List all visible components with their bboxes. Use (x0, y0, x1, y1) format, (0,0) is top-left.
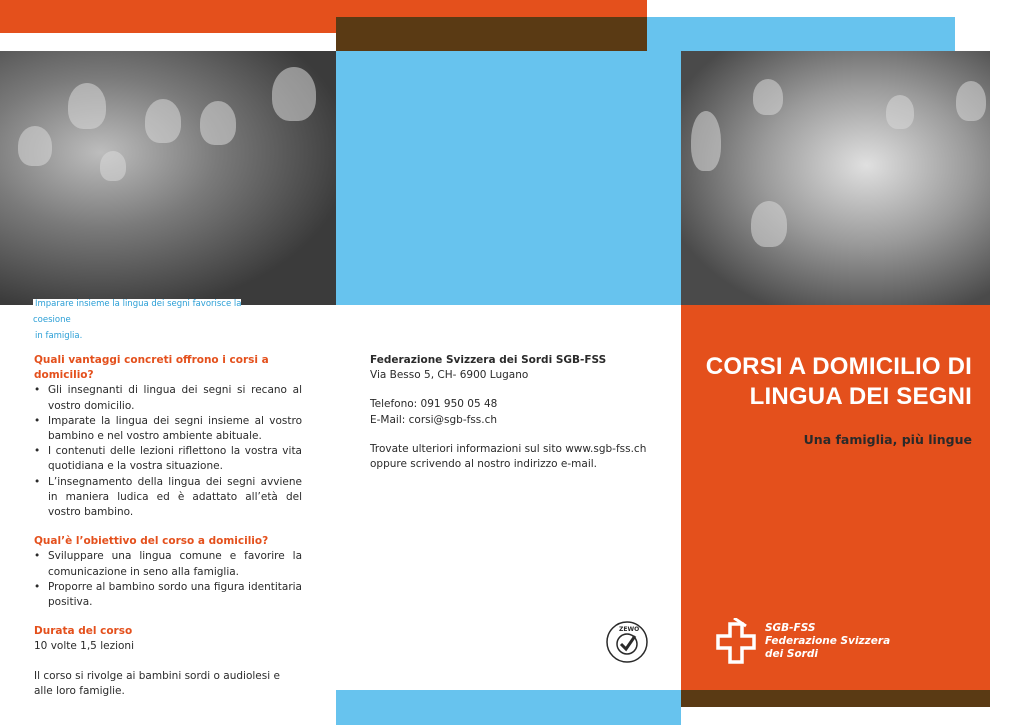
benefits-column (34, 353, 302, 699)
blue-panel-center (336, 51, 681, 305)
goals-list (34, 549, 302, 610)
list-item: • Gli insegnanti di lingua dei segni si recano al vostro domicilio. (34, 383, 302, 413)
section-goal-title: Qual’è l’obiettivo del corso a domicilio? (34, 535, 269, 548)
photo-caption (33, 296, 263, 344)
benefits-list (34, 383, 302, 520)
cover-title (700, 352, 972, 412)
section-duration-title: Durata del corso (34, 625, 133, 638)
duration-text: 10 volte 1,5 lezioni (34, 640, 135, 653)
family-photo (0, 51, 336, 305)
section-benefits-title: Quali vantaggi concreti offrono i corsi a domicilio? (34, 354, 269, 382)
caption-line-2: in famiglia. (35, 331, 83, 341)
blue-band-top-right (647, 17, 955, 51)
contact-info-line-2: oppure scrivendo al nostro indirizzo e-mail. (370, 458, 597, 471)
cover-title-line-1: CORSI A DOMICILIO DI (705, 353, 972, 380)
brown-band-top (336, 17, 647, 51)
logo-line-2: Federazione Svizzera (765, 635, 891, 647)
org-logo-text (765, 622, 965, 661)
cover-title-line-2: LINGUA DEI SEGNI (749, 383, 972, 410)
contact-block (370, 353, 650, 472)
logo-line-3: dei Sordi (765, 648, 818, 660)
contact-address: Via Besso 5, CH- 6900 Lugano (370, 369, 529, 382)
list-item: • L’insegnamento della lingua dei segni avviene in maniera ludica ed è adattato all’età del vostro bambino. (34, 475, 302, 521)
contact-email[interactable]: E-Mail: corsi@sgb-fss.ch (370, 413, 498, 426)
caption-line-1: Imparare insieme la lingua dei segni favorisce la coesione (33, 299, 242, 325)
list-item: • Imparate la lingua dei segni insieme al vostro bambino e nel vostro ambiente abituale. (34, 414, 302, 444)
list-item: • Proporre al bambino sordo una figura identitaria positiva. (34, 580, 302, 610)
contact-info-line-1: Trovate ulteriori informazioni sul sito www.sgb-fss.ch (370, 442, 647, 455)
class-photo (681, 51, 990, 305)
cover-subtitle: Una famiglia, più lingue (803, 432, 972, 447)
list-item: • Sviluppare una lingua comune e favorire la comunicazione in seno alla famiglia. (34, 549, 302, 579)
logo-line-1: SGB-FSS (765, 622, 816, 634)
sgb-fss-cross-logo-icon (716, 618, 756, 668)
contact-phone: Telefono: 091 950 05 48 (370, 398, 498, 411)
blue-band-bottom (336, 690, 681, 725)
brown-band-bottom (681, 690, 990, 707)
list-item: • I contenuti delle lezioni riflettono la vostra vita quotidiana e la vostra situazione. (34, 444, 302, 474)
zewo-label: ZEWO (619, 626, 640, 633)
zewo-seal-icon (605, 620, 649, 664)
closing-text: Il corso si rivolge ai bambini sordi o audiolesi e alle loro famiglie. (34, 669, 280, 697)
contact-org: Federazione Svizzera dei Sordi SGB-FSS (370, 354, 607, 366)
